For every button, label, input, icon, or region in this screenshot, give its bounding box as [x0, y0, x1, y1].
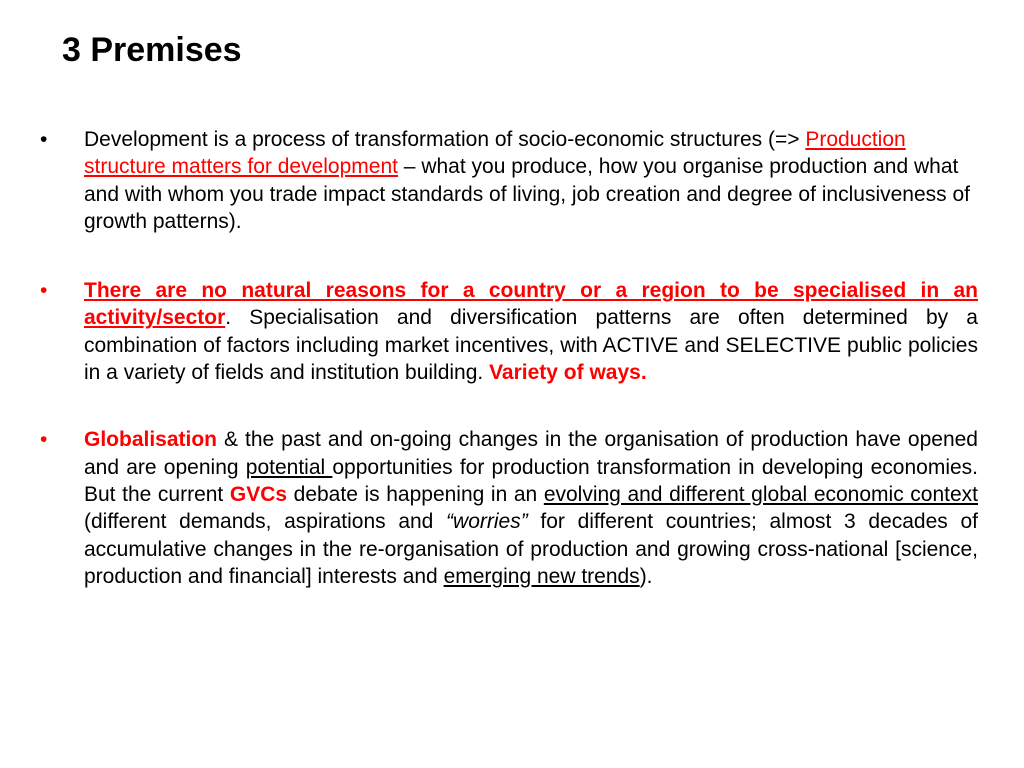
- bullet-text: opportunities for production transformation in developing economies. But the current: [84, 455, 978, 506]
- bullet-list: [40, 126, 978, 590]
- emphasis-text: There are no natural reasons for a country or a region to be specialised in an activity/sector: [84, 279, 978, 330]
- bullet-text: – what you produce, how you organise production and what and with whom you trade impact standards of living, job creation and degree of inclusiveness of growth patterns).: [84, 155, 970, 233]
- emphasis-text: Globalisation: [84, 428, 218, 452]
- bullet-text: for different countries; almost 3 decades of accumulative changes in the re-organisation of production and growing cross-national [science, production and financial] interests and: [84, 510, 978, 588]
- underlined-text: evolving and different global economic context: [543, 482, 978, 506]
- production-structure-link[interactable]: Production structure matters for development: [84, 128, 906, 179]
- underlined-text: emerging new trends: [443, 564, 640, 588]
- emphasis-text: GVCs: [229, 482, 288, 506]
- bullet-text: Development is a process of transformation of socio-economic structures (=>: [84, 128, 806, 151]
- slide-title: 3 Premises: [62, 31, 242, 69]
- bullet-item-development: [40, 126, 978, 235]
- bullet-icon: •: [40, 128, 48, 151]
- bullet-item-specialisation: [40, 277, 978, 386]
- underlined-text: potential: [245, 455, 333, 479]
- bullet-text: . Specialisation and diversification patterns are often determined by a combination of factors including market incentives, with ACTIVE and SELECTIVE public policies in a variety of fields and institution building.: [84, 306, 978, 385]
- bullet-text: & the past and on-going changes in the organisation of production have opened and are opening: [84, 428, 978, 479]
- bullet-text: ).: [639, 564, 653, 588]
- bullet-text: (different demands, aspirations and: [84, 510, 447, 534]
- italic-text: “worries”: [446, 510, 528, 534]
- emphasis-text: Variety of ways.: [489, 361, 647, 385]
- bullet-icon: •: [40, 428, 48, 452]
- bullet-icon: •: [40, 279, 48, 303]
- bullet-text: debate is happening in an: [287, 482, 544, 506]
- bullet-item-globalisation: [40, 426, 978, 590]
